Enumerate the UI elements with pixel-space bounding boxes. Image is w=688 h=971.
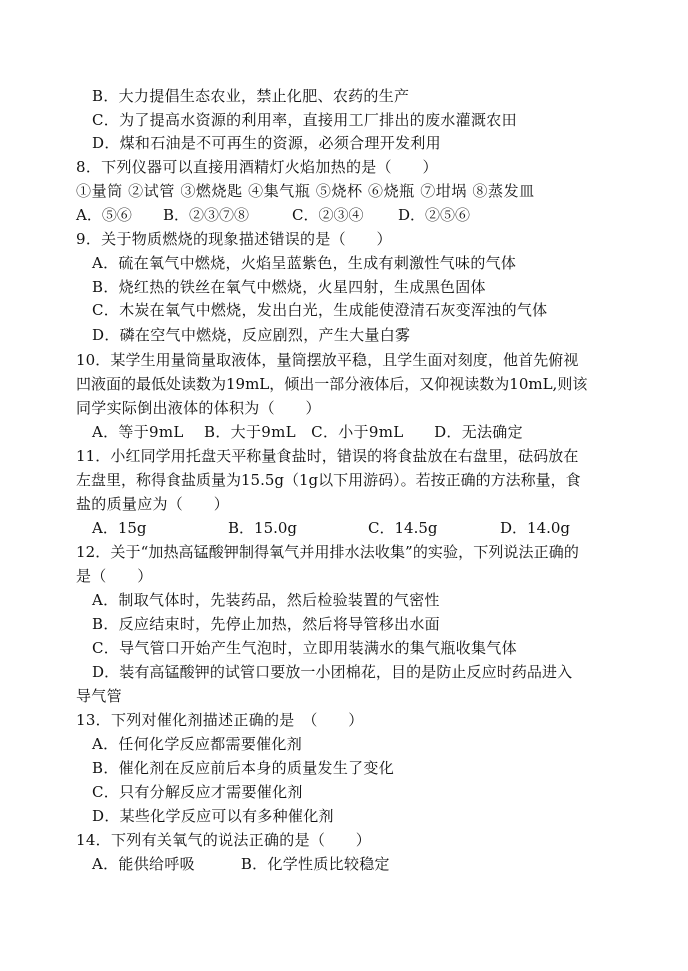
q13-option-d: D．某些化学反应可以有多种催化剂 bbox=[92, 807, 334, 825]
q12-option-d: D．装有高锰酸钾的试管口要放一小团棉花，目的是防止反应时药品进入 bbox=[92, 663, 573, 681]
q10-options: A．等于9mL B．大于9mL C．小于9mL D．无法确定 bbox=[92, 423, 523, 441]
q13-option-c: C．只有分解反应才需要催化剂 bbox=[92, 783, 303, 801]
q13-stem: 13．下列对催化剂描述正确的是 （ ） bbox=[76, 711, 364, 729]
q9-option-b: B．烧红热的铁丝在氧气中燃烧，火星四射，生成黑色固体 bbox=[92, 278, 486, 296]
q8-option: A．⑤⑥ bbox=[76, 206, 132, 224]
q9-option-c: C．木炭在氧气中燃烧，发出白光，生成能使澄清石灰变浑浊的气体 bbox=[92, 301, 548, 319]
q14-stem: 14．下列有关氧气的说法正确的是（ ） bbox=[76, 831, 372, 849]
q13-option-a: A．任何化学反应都需要催化剂 bbox=[92, 735, 303, 753]
q8-stem: 8．下列仪器可以直接用酒精灯火焰加热的是（ ） bbox=[76, 158, 438, 176]
q10-stem-line1: 10．某学生用量筒量取液体，量筒摆放平稳，且学生面对刻度，他首先俯视 bbox=[76, 351, 579, 369]
q8-option: B．②③⑦⑧ bbox=[163, 206, 250, 224]
q7-option-c: C．为了提高水资源的利用率，直接用工厂排出的废水灌溉农田 bbox=[92, 111, 517, 129]
q12-option-d-cont: 导气管 bbox=[76, 687, 122, 705]
q8-instrument-list: ①量筒 ②试管 ③燃烧匙 ④集气瓶 ⑤烧杯 ⑥烧瓶 ⑦坩埚 ⑧蒸发皿 bbox=[76, 182, 535, 200]
q8-option: C．②③④ bbox=[292, 206, 364, 224]
q11-option: C．14.5g bbox=[368, 519, 438, 537]
q11-option: A．15g bbox=[92, 519, 147, 537]
q9-option-d: D．磷在空气中燃烧，反应剧烈，产生大量白雾 bbox=[92, 326, 411, 344]
q11-stem-line3: 盐的质量应为（ ） bbox=[76, 495, 230, 513]
q11-stem-line1: 11．小红同学用托盘天平称量食盐时，错误的将食盐放在右盘里，砝码放在 bbox=[76, 447, 579, 465]
q12-option-a: A．制取气体时，先装药品，然后检验装置的气密性 bbox=[92, 591, 440, 609]
q12-option-b: B．反应结束时，先停止加热，然后将导管移出水面 bbox=[92, 615, 440, 633]
q11-option: D．14.0g bbox=[500, 519, 571, 537]
q14-options-ab: A．能供给呼吸 B．化学性质比较稳定 bbox=[92, 855, 390, 873]
q9-option-a: A．硫在氧气中燃烧，火焰呈蓝紫色，生成有刺激性气味的气体 bbox=[92, 254, 517, 272]
q7-option-b: B．大力提倡生态农业，禁止化肥、农药的生产 bbox=[92, 87, 410, 105]
q7-option-d: D．煤和石油是不可再生的资源，必须合理开发利用 bbox=[92, 134, 441, 152]
q13-option-b: B．催化剂在反应前后本身的质量发生了变化 bbox=[92, 759, 395, 777]
q12-stem-line2: 是（ ） bbox=[76, 567, 153, 585]
q11-option: B．15.0g bbox=[228, 519, 298, 537]
q12-stem-line1: 12．关于“加热高锰酸钾制得氧气并用排水法收集”的实验，下列说法正确的 bbox=[76, 543, 579, 561]
q9-stem: 9．关于物质燃烧的现象描述错误的是（ ） bbox=[76, 230, 392, 248]
q8-option: D．②⑤⑥ bbox=[398, 206, 471, 224]
q12-option-c: C．导气管口开始产生气泡时，立即用装满水的集气瓶收集气体 bbox=[92, 639, 517, 657]
q10-stem-line3: 同学实际倒出液体的体积为（ ） bbox=[76, 399, 321, 417]
q11-stem-line2: 左盘里，称得食盐质量为15.5g（1g以下用游码）。若按正确的方法称量，食 bbox=[76, 471, 581, 489]
q10-stem-line2: 凹液面的最低处读数为19mL，倾出一部分液体后，又仰视读数为10mL,则该 bbox=[76, 375, 588, 393]
